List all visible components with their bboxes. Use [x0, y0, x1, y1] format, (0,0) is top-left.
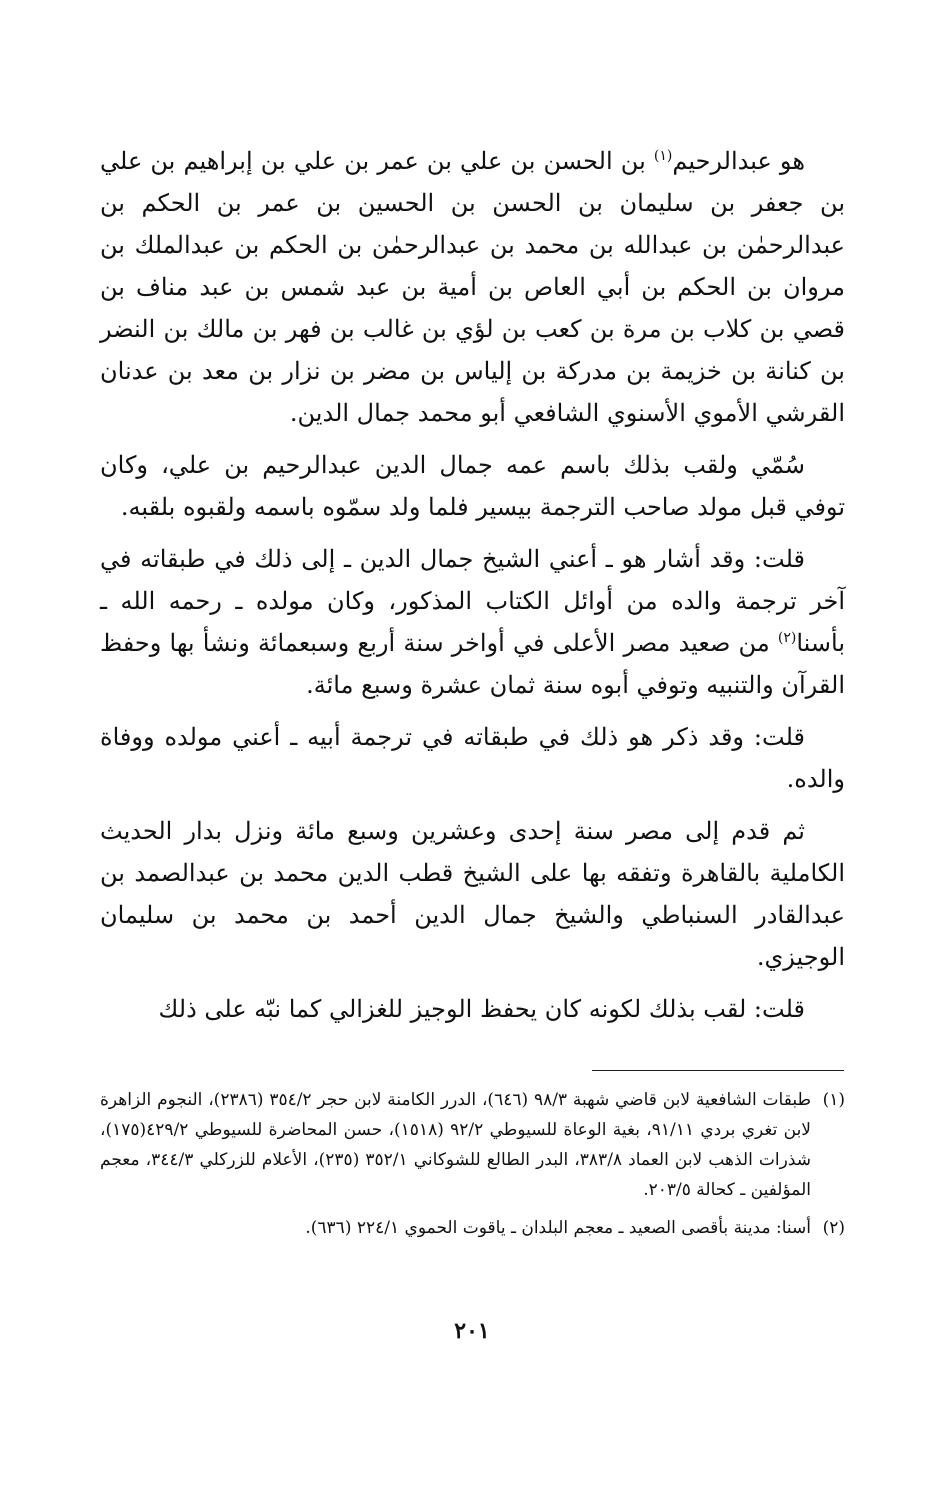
- paragraph-5: [100, 810, 845, 978]
- paragraph-1: [100, 140, 845, 434]
- paragraph-text: بن الحسن بن علي بن عمر بن علي بن إبراهيم بن علي بن جعفر بن سليمان بن الحسن بن الحسين بن عمر بن الحكم بن عبدالرحمٰن بن عبدالله بن محمد بن عبدالرحمٰن بن الحكم بن عبدالملك بن مروان بن الحكم بن أبي العاص بن أمية بن عبد شمس بن عبد مناف بن قصي بن كلاب بن مرة بن كعب بن لؤي بن غالب بن فهر بن مالك بن النضر بن كنانة بن خزيمة بن مدركة بن إلياس بن مضر بن نزار بن معد بن عدنان القرشي الأموي الأسنوي الشافعي أبو محمد جمال الدين.: [100, 147, 845, 427]
- footnote-text: أسنا: مدينة بأقصى الصعيد ـ معجم البلدان ـ ياقوت الحموي ٢٢٤/١ (٦٣٦).: [305, 1218, 811, 1238]
- paragraph-text: ثم قدم إلى مصر سنة إحدى وعشرين وسبع مائة ونزل بدار الحديث الكاملية بالقاهرة وتفقه بها على الشيخ قطب الدين محمد بن عبدالصمد بن عبدالقادر السنباطي والشيخ جمال الدين أحمد بن محمد بن سليمان الوجيزي.: [100, 817, 845, 971]
- footnote-number: (١): [822, 1090, 845, 1110]
- paragraph-text: قلت: وقد ذكر هو ذلك في طبقاته في ترجمة أبيه ـ أعني مولده ووفاة والده.: [100, 723, 845, 793]
- paragraph-6: [100, 988, 845, 1030]
- footnote-1: [100, 1085, 845, 1205]
- paragraph-text: هو عبدالرحيم: [672, 147, 805, 175]
- paragraph-text: قلت: وقد أشار هو ـ أعني الشيخ جمال الدين ـ إلى ذلك في طبقاته في آخر ترجمة والده من أوائل الكتاب المذكور، وكان مولده ـ رحمه الله ـ بأسنا: [100, 545, 845, 657]
- footnote-reference-1: (١): [653, 148, 673, 164]
- paragraph-text: من صعيد مصر الأعلى في أواخر سنة أربع وسبعمائة ونشأ بها وحفظ القرآن والتنبيه وتوفي أبوه سنة ثمان عشرة وسبع مائة.: [100, 629, 845, 699]
- paragraph-text: سُمّي ولقب بذلك باسم عمه جمال الدين عبدالرحيم بن علي، وكان توفي قبل مولد صاحب الترجمة بيسير فلما ولد سمّوه باسمه ولقبوه بلقبه.: [100, 451, 845, 521]
- footnote-number: (٢): [822, 1218, 845, 1238]
- paragraph-3: [100, 538, 845, 706]
- paragraph-text: قلت: لقب بذلك لكونه كان يحفظ الوجيز للغزالي كما نبّه على ذلك: [158, 995, 805, 1023]
- footnote-2: [100, 1213, 845, 1243]
- footnotes: [100, 1085, 845, 1251]
- page-number: ٢٠١: [454, 1318, 490, 1344]
- footnote-text: طبقات الشافعية لابن قاضي شهبة ٩٨/٣ (٦٤٦)، الدرر الكامنة لابن حجر ٣٥٤/٢ (٢٣٨٦)، النجوم الزاهرة لابن تغري بردي ٩١/١١، بغية الوعاة للسيوطي ٩٢/٢ (١٥١٨)، حسن المحاضرة للسيوطي ٤٢٩/٢(١٧٥)، شذرات الذهب لابن العماد ٣٨٣/٨، البدر الطالع للشوكاني ٣٥٢/١ (٢٣٥)، الأعلام للزركلي ٣٤٤/٣، معجم المؤلفين ـ كحالة ٢٠٣/٥.: [100, 1090, 812, 1200]
- paragraph-4: [100, 716, 845, 800]
- main-text: [100, 140, 845, 1040]
- footnote-reference-2: (٢): [777, 630, 797, 646]
- paragraph-2: [100, 444, 845, 528]
- footnote-divider: [592, 1070, 844, 1071]
